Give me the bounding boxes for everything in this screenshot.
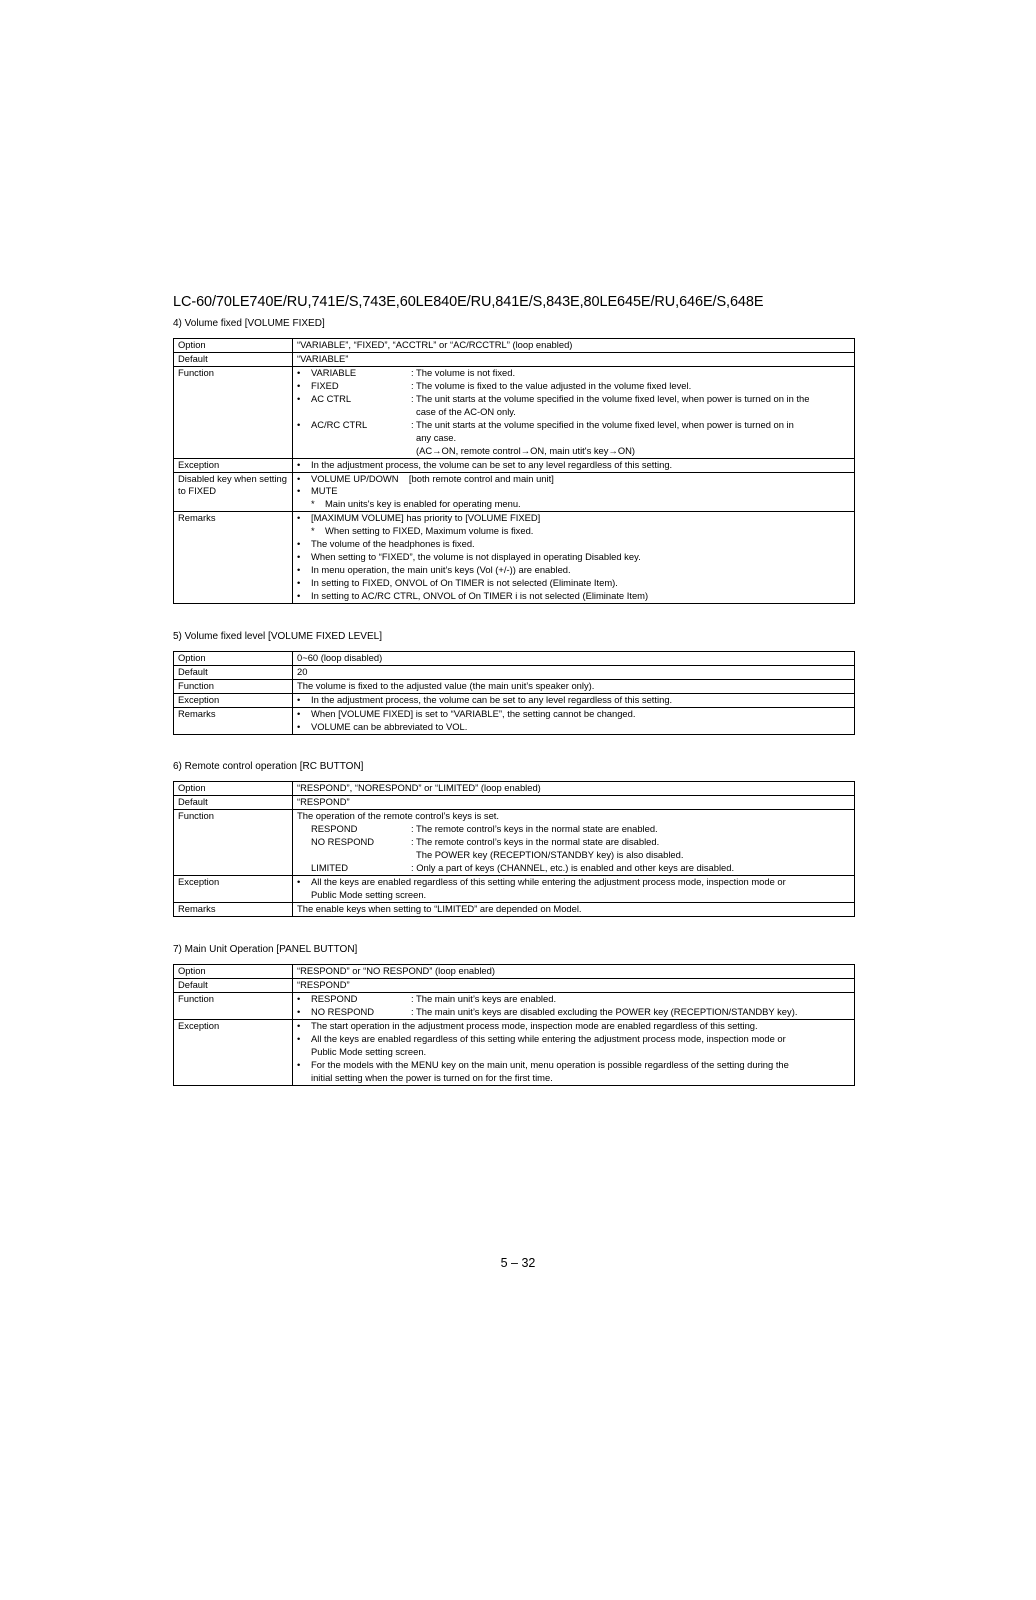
row-label: Function — [174, 679, 293, 693]
table-row — [174, 809, 855, 875]
table-row — [174, 352, 855, 366]
section-volume-fixed-level — [173, 631, 855, 735]
row-value — [293, 693, 855, 707]
option-description: : The unit starts at the volume specified in the volume fixed level, when power is turned on in the — [411, 392, 810, 404]
option-description: : The unit starts at the volume specified in the volume fixed level, when power is turned on in — [411, 418, 794, 430]
section-title: 6) Remote control operation [RC BUTTON] — [173, 761, 364, 772]
bullet-item: • AC CTRL : The unit starts at the volume specified in the volume fixed level, when power is turned on in the — [297, 393, 850, 406]
bullet-item: • The start operation in the adjustment process mode, inspection mode are enabled regardless of this setting. — [297, 1019, 758, 1031]
bullet-item: • FIXED : The volume is fixed to the value adjusted in the volume fixed level. — [297, 380, 850, 393]
row-value: “VARIABLE” — [293, 352, 855, 366]
row-value: “RESPOND”, “NORESPOND” or “LIMITED” (loop enabled) — [293, 782, 855, 796]
row-value — [293, 472, 855, 512]
option-description: : The remote control’s keys in the normal state are disabled. — [411, 835, 660, 847]
function-intro: The operation of the remote control’s keys is set. — [297, 809, 500, 821]
row-label: Option — [174, 652, 293, 666]
row-value: “RESPOND” — [293, 795, 855, 809]
bullet-item: • VOLUME can be abbreviated to VOL. — [297, 720, 468, 732]
bullet-item-continued: initial setting when the power is turned on for the first time. — [311, 1071, 553, 1083]
row-value — [293, 512, 855, 604]
row-value — [293, 707, 855, 734]
option-name: RESPOND — [311, 822, 358, 834]
option-name: FIXED — [311, 379, 339, 391]
table-row — [174, 902, 855, 916]
note-item: * When setting to FIXED, Maximum volume is fixed. — [311, 525, 534, 537]
table-row — [174, 339, 855, 353]
option-description-continued: (AC→ON, remote control→ON, main utit's key→ON) — [416, 444, 636, 456]
row-label: Exception — [174, 458, 293, 472]
bullet-item: • In the adjustment process, the volume can be set to any level regardless of this setting. — [297, 458, 673, 470]
table-row — [174, 693, 855, 707]
spec-table — [173, 338, 855, 604]
bullet-item: • All the keys are enabled regardless of this setting while entering the adjustment process mode, inspection mode or — [297, 1032, 786, 1044]
bullet-item: • All the keys are enabled regardless of this setting while entering the adjustment process mode, inspection mode or — [297, 875, 786, 887]
row-value: 0~60 (loop disabled) — [293, 652, 855, 666]
bullet-item: • For the models with the MENU key on the main unit, menu operation is possible regardless of the setting during the — [297, 1058, 789, 1070]
row-label: Function — [174, 366, 293, 458]
row-value — [293, 1019, 855, 1085]
spec-table — [173, 651, 855, 735]
bullet-item: • In the adjustment process, the volume can be set to any level regardless of this setting. — [297, 693, 673, 705]
option-name: AC CTRL — [311, 392, 352, 404]
row-value — [293, 366, 855, 458]
table-row — [174, 707, 855, 734]
row-value: The volume is fixed to the adjusted value (the main unit’s speaker only). — [293, 679, 855, 693]
section-title: 7) Main Unit Operation [PANEL BUTTON] — [173, 944, 358, 955]
spec-table — [173, 781, 855, 917]
row-label: Default — [174, 352, 293, 366]
table-row — [174, 366, 855, 458]
row-label: Exception — [174, 693, 293, 707]
table-row — [174, 978, 855, 992]
option-description-continued: The POWER key (RECEPTION/STANDBY key) is also disabled. — [416, 848, 684, 860]
row-label: Remarks — [174, 902, 293, 916]
row-value: “RESPOND” or “NO RESPOND” (loop enabled) — [293, 965, 855, 979]
row-value: The enable keys when setting to “LIMITED” are depended on Model. — [293, 902, 855, 916]
section-panel-button — [173, 944, 855, 1086]
table-row — [174, 965, 855, 979]
option-description-continued: any case. — [416, 431, 457, 443]
row-value: “VARIABLE”, “FIXED”, “ACCTRL” or “AC/RCCTRL” (loop enabled) — [293, 339, 855, 353]
table-row — [174, 782, 855, 796]
section-title: 4) Volume fixed [VOLUME FIXED] — [173, 318, 325, 329]
bullet-item: • [MAXIMUM VOLUME] has priority to [VOLUME FIXED] — [297, 512, 541, 524]
option-name: NO RESPOND — [311, 1005, 375, 1017]
option-name: RESPOND — [311, 992, 358, 1004]
bullet-item: • The volume of the headphones is fixed. — [297, 538, 475, 550]
table-row — [174, 679, 855, 693]
bullet-item: • AC/RC CTRL : The unit starts at the volume specified in the volume fixed level, when power is turned on in — [297, 419, 850, 432]
row-label: Remarks — [174, 512, 293, 604]
row-label: Exception — [174, 875, 293, 902]
option-name: LIMITED — [311, 861, 348, 873]
section-rc-button — [173, 761, 855, 917]
page-number: 5 – 32 — [500, 1256, 536, 1270]
row-value: “RESPOND” — [293, 978, 855, 992]
row-label: Default — [174, 795, 293, 809]
row-label: Function — [174, 992, 293, 1019]
bullet-item-continued: Public Mode setting screen. — [311, 888, 427, 900]
row-label: Disabled key when setting to FIXED — [174, 472, 293, 512]
bullet-item: • When [VOLUME FIXED] is set to “VARIABLE”, the setting cannot be changed. — [297, 707, 636, 719]
bullet-item: • MUTE — [297, 485, 338, 497]
table-row — [174, 795, 855, 809]
bullet-item: • RESPOND : The main unit’s keys are enabled. — [297, 993, 850, 1006]
table-row — [174, 1019, 855, 1085]
table-row — [174, 472, 855, 512]
section-volume-fixed — [173, 318, 855, 604]
option-description: : Only a part of keys (CHANNEL, etc.) is enabled and other keys are disabled. — [411, 861, 735, 873]
option-description: : The remote control’s keys in the normal state are enabled. — [411, 822, 658, 834]
bullet-item: • In setting to FIXED, ONVOL of On TIMER is not selected (Eliminate Item). — [297, 577, 618, 589]
document-header: LC-60/70LE740E/RU,741E/S,743E,60LE840E/RU,841E/S,843E,80LE645E/RU,646E/S,648E — [173, 294, 764, 310]
option-name: VARIABLE — [311, 366, 357, 378]
row-label: Default — [174, 978, 293, 992]
row-label: Exception — [174, 1019, 293, 1085]
row-label: Default — [174, 665, 293, 679]
row-value — [293, 809, 855, 875]
note-item: * Main units's key is enabled for operating menu. — [311, 498, 521, 510]
bullet-item: • In menu operation, the main unit’s keys (Vol (+/-)) are enabled. — [297, 564, 571, 576]
table-row — [174, 512, 855, 604]
row-value: 20 — [293, 665, 855, 679]
option-description: : The main unit’s keys are disabled excluding the POWER key (RECEPTION/STANDBY key). — [411, 1005, 798, 1017]
option-description: : The volume is fixed to the value adjusted in the volume fixed level. — [411, 379, 692, 391]
row-value — [293, 875, 855, 902]
row-value — [293, 992, 855, 1019]
row-label: Option — [174, 782, 293, 796]
table-row — [174, 875, 855, 902]
table-row — [174, 992, 855, 1019]
row-label: Remarks — [174, 707, 293, 734]
option-name: NO RESPOND — [311, 835, 375, 847]
bullet-item: • VARIABLE : The volume is not fixed. — [297, 367, 850, 380]
table-row — [174, 458, 855, 472]
option-name: AC/RC CTRL — [311, 418, 368, 430]
row-label: Function — [174, 809, 293, 875]
bullet-item: • When setting to “FIXED”, the volume is not displayed in operating Disabled key. — [297, 551, 641, 563]
row-label: Option — [174, 965, 293, 979]
row-label: Option — [174, 339, 293, 353]
table-row — [174, 652, 855, 666]
bullet-item: • NO RESPOND : The main unit’s keys are disabled excluding the POWER key (RECEPTION/STANDBY key). — [297, 1006, 850, 1019]
bullet-item-continued: Public Mode setting screen. — [311, 1045, 427, 1057]
option-description: : The main unit’s keys are enabled. — [411, 992, 557, 1004]
section-title: 5) Volume fixed level [VOLUME FIXED LEVEL] — [173, 631, 382, 642]
table-row — [174, 665, 855, 679]
bullet-item: • VOLUME UP/DOWN [both remote control and main unit] — [297, 472, 554, 484]
spec-table — [173, 964, 855, 1086]
row-value — [293, 458, 855, 472]
option-description-continued: case of the AC-ON only. — [416, 405, 516, 417]
option-description: : The volume is not fixed. — [411, 366, 516, 378]
bullet-item: • In setting to AC/RC CTRL, ONVOL of On TIMER i is not selected (Eliminate Item) — [297, 590, 649, 602]
